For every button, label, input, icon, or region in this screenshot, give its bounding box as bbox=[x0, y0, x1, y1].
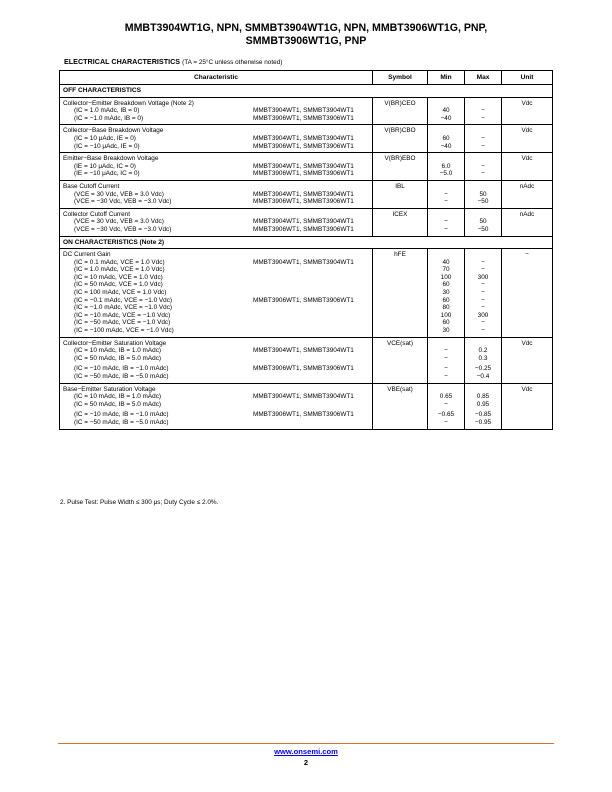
footnote: 2. Pulse Test: Pulse Width ≤ 300 μs; Duty Cycle ≤ 2.0%. bbox=[60, 499, 219, 506]
device-pnp: MMBT3906WT1, SMMBT3906WT1 bbox=[253, 365, 354, 373]
max-value: 300 bbox=[477, 311, 489, 319]
device-npn: MMBT3904WT1, SMMBT3904WT1 bbox=[253, 190, 354, 198]
section-row-on bbox=[60, 236, 553, 249]
min-value: − bbox=[444, 365, 448, 373]
max-value: − bbox=[481, 296, 485, 304]
param-condition: (VCE = 30 Vdc, VEB = 3.0 Vdc) bbox=[74, 190, 164, 198]
device-npn: MMBT3904WT1, SMMBT3904WT1 bbox=[253, 347, 354, 355]
min-value: 6.0 bbox=[441, 162, 451, 170]
param-condition: (IC = 1.0 mAdc, VCE = 1.0 Vdc) bbox=[74, 266, 165, 274]
min-value: −0.65 bbox=[437, 411, 455, 419]
param-condition: (IC = −1.0 mAdc, IB = 0) bbox=[74, 114, 144, 122]
min-value: − bbox=[444, 354, 448, 362]
param-condition: (VCE = −30 Vdc, VEB = −3.0 Vdc) bbox=[74, 198, 172, 206]
min-value: − bbox=[444, 225, 448, 233]
device-pnp: MMBT3906WT1, SMMBT3906WT1 bbox=[253, 142, 354, 150]
col-header-min: Min bbox=[428, 71, 465, 85]
param-condition: (IC = −1.0 mAdc, VCE = −1.0 Vdc) bbox=[74, 304, 173, 312]
table-row bbox=[60, 383, 553, 429]
symbol-cell: hFE bbox=[373, 249, 428, 338]
max-value: − bbox=[481, 142, 485, 150]
symbol-cell: V(BR)EBO bbox=[373, 153, 428, 181]
table-row bbox=[60, 153, 553, 181]
section-heading bbox=[64, 57, 282, 66]
max-value: 0.2 bbox=[478, 347, 488, 355]
min-value: 60 bbox=[442, 319, 450, 327]
unit-cell: Vdc bbox=[502, 97, 553, 125]
table-row bbox=[60, 337, 553, 383]
param-condition: (IC = 50 mAdc, IB = 5.0 mAdc) bbox=[74, 354, 162, 362]
max-value: − bbox=[481, 170, 485, 178]
symbol-cell: V(BR)CEO bbox=[373, 97, 428, 125]
min-value: 80 bbox=[442, 304, 450, 312]
table-row bbox=[60, 180, 553, 208]
footer-rule bbox=[58, 743, 554, 744]
min-value: − bbox=[444, 198, 448, 206]
symbol-cell: IBL bbox=[373, 180, 428, 208]
max-value: − bbox=[481, 258, 485, 266]
param-condition: (IE = −10 μAdc, IC = 0) bbox=[74, 170, 140, 178]
min-value: 70 bbox=[442, 266, 450, 274]
max-value: − bbox=[481, 281, 485, 289]
device-pnp: MMBT3906WT1, SMMBT3906WT1 bbox=[253, 198, 354, 206]
website-link[interactable]: www.onsemi.com bbox=[274, 747, 338, 756]
min-value: 100 bbox=[440, 273, 452, 281]
min-value: −40 bbox=[440, 142, 452, 150]
off-characteristics-heading: OFF CHARACTERISTICS bbox=[60, 85, 553, 98]
device-pnp: MMBT3906WT1, SMMBT3906WT1 bbox=[253, 114, 354, 122]
table-row bbox=[60, 208, 553, 236]
electrical-characteristics-table bbox=[59, 70, 553, 430]
device-npn: MMBT3904WT1, SMMBT3904WT1 bbox=[253, 107, 354, 115]
param-name: Collector Cutoff Current bbox=[63, 210, 131, 218]
max-value: − bbox=[481, 289, 485, 297]
table-row bbox=[60, 249, 553, 338]
max-value: −0.85 bbox=[474, 411, 492, 419]
unit-cell: Vdc bbox=[502, 337, 553, 383]
param-name: Collector−Emitter Saturation Voltage bbox=[63, 339, 167, 347]
min-value: 30 bbox=[442, 289, 450, 297]
min-value: 60 bbox=[442, 134, 450, 142]
min-value: 60 bbox=[442, 296, 450, 304]
param-condition: (IC = 1.0 mAdc, IB = 0) bbox=[74, 107, 140, 115]
min-value: − bbox=[444, 373, 448, 380]
min-value: 40 bbox=[442, 258, 450, 266]
unit-cell: nAdc bbox=[502, 208, 553, 236]
param-condition: (IC = 50 mAdc, IB = 5.0 mAdc) bbox=[74, 400, 162, 408]
min-value: − bbox=[444, 190, 448, 198]
max-value: − bbox=[481, 266, 485, 274]
param-condition: (IC = 100 mAdc, VCE = 1.0 Vdc) bbox=[74, 289, 167, 297]
param-condition: (IC = −0.1 mAdc, VCE = −1.0 Vdc) bbox=[74, 296, 173, 304]
min-value: − bbox=[444, 400, 448, 408]
section-note: (TA = 25°C unless otherwise noted) bbox=[182, 59, 283, 66]
device-pnp: MMBT3906WT1, SMMBT3906WT1 bbox=[253, 296, 354, 304]
section-title-text: ELECTRICAL CHARACTERISTICS bbox=[64, 57, 181, 66]
max-value: −50 bbox=[477, 198, 489, 206]
max-value: − bbox=[481, 114, 485, 122]
param-condition: (IC = −10 mAdc, IB = −1.0 mAdc) bbox=[74, 365, 169, 373]
table-header-row bbox=[60, 71, 553, 85]
col-header-max: Max bbox=[465, 71, 502, 85]
symbol-cell: V(BR)CBO bbox=[373, 125, 428, 153]
page-number: 2 bbox=[303, 758, 309, 767]
col-header-characteristic: Characteristic bbox=[60, 71, 373, 85]
param-name: Emitter−Base Breakdown Voltage bbox=[63, 155, 159, 163]
symbol-cell: ICEX bbox=[373, 208, 428, 236]
device-pnp: MMBT3906WT1, SMMBT3906WT1 bbox=[253, 225, 354, 233]
param-condition: (IC = 10 mAdc, IB = 1.0 mAdc) bbox=[74, 347, 162, 355]
param-condition: (IC = −100 mAdc, VCE = −1.0 Vdc) bbox=[74, 327, 174, 335]
max-value: 0.85 bbox=[476, 393, 490, 401]
param-condition: (IC = 0.1 mAdc, VCE = 1.0 Vdc) bbox=[74, 258, 165, 266]
device-npn: MMBT3904WT1, SMMBT3904WT1 bbox=[253, 162, 354, 170]
max-value: − bbox=[481, 107, 485, 115]
param-condition: (IC = 10 μAdc, IE = 0) bbox=[74, 134, 136, 142]
param-condition: (IC = 10 mAdc, VCE = 1.0 Vdc) bbox=[74, 273, 163, 281]
param-condition: (IC = −50 mAdc, VCE = −1.0 Vdc) bbox=[74, 319, 171, 327]
device-npn: MMBT3904WT1, SMMBT3904WT1 bbox=[253, 258, 354, 266]
unit-cell: Vdc bbox=[502, 383, 553, 429]
min-value: 0.65 bbox=[439, 393, 453, 401]
min-value: 100 bbox=[440, 311, 452, 319]
unit-cell: − bbox=[502, 249, 553, 338]
param-condition: (IC = −50 mAdc, IB = −5.0 mAdc) bbox=[74, 418, 169, 426]
max-value: −50 bbox=[477, 225, 489, 233]
max-value: − bbox=[481, 327, 485, 335]
min-value: − bbox=[444, 418, 448, 426]
param-name: Base−Emitter Saturation Voltage bbox=[63, 385, 156, 393]
min-value: 40 bbox=[442, 107, 450, 115]
unit-cell: Vdc bbox=[502, 153, 553, 181]
col-header-symbol: Symbol bbox=[373, 71, 428, 85]
device-npn: MMBT3904WT1, SMMBT3904WT1 bbox=[253, 218, 354, 226]
col-header-unit: Unit bbox=[502, 71, 553, 85]
param-name: Base Cutoff Current bbox=[63, 182, 120, 190]
title-line-1: MMBT3904WT1G, NPN, SMMBT3904WT1G, NPN, MMBT3906WT1G, PNP, bbox=[124, 22, 488, 34]
param-condition: (VCE = 30 Vdc, VEB = 3.0 Vdc) bbox=[74, 218, 164, 226]
param-condition: (IC = 50 mAdc, VCE = 1.0 Vdc) bbox=[74, 281, 163, 289]
table-row bbox=[60, 97, 553, 125]
max-value: 300 bbox=[477, 273, 489, 281]
min-value: − bbox=[444, 347, 448, 355]
section-row-off bbox=[60, 85, 553, 98]
min-value: −40 bbox=[440, 114, 452, 122]
min-value: 60 bbox=[442, 281, 450, 289]
document-title bbox=[0, 22, 612, 47]
device-pnp: MMBT3906WT1, SMMBT3906WT1 bbox=[253, 411, 354, 419]
max-value: 50 bbox=[479, 218, 487, 226]
max-value: − bbox=[481, 162, 485, 170]
param-condition: (IC = −10 mAdc, IB = −1.0 mAdc) bbox=[74, 411, 169, 419]
param-condition: (VCE = −30 Vdc, VEB = −3.0 Vdc) bbox=[74, 225, 172, 233]
on-characteristics-heading: ON CHARACTERISTICS (Note 2) bbox=[60, 236, 553, 249]
symbol-cell: VCE(sat) bbox=[373, 337, 428, 383]
device-npn: MMBT3904WT1, SMMBT3904WT1 bbox=[253, 134, 354, 142]
param-name: DC Current Gain bbox=[63, 251, 111, 259]
unit-cell: nAdc bbox=[502, 180, 553, 208]
param-condition: (IC = −10 μAdc, IE = 0) bbox=[74, 142, 140, 150]
max-value: −0.95 bbox=[474, 418, 492, 426]
param-name: Collector−Emitter Breakdown Voltage (Note 2) bbox=[63, 99, 194, 107]
min-value: 30 bbox=[442, 327, 450, 335]
param-condition: (IC = −50 mAdc, IB = −5.0 mAdc) bbox=[74, 373, 169, 380]
max-value: −0.4 bbox=[476, 373, 490, 380]
symbol-cell: VBE(sat) bbox=[373, 383, 428, 429]
max-value: 0.95 bbox=[476, 400, 490, 408]
min-value: −5.0 bbox=[439, 170, 453, 178]
title-line-2: SMMBT3906WT1G, PNP bbox=[245, 34, 367, 47]
param-condition: (IC = −10 mAdc, VCE = −1.0 Vdc) bbox=[74, 311, 171, 319]
max-value: − bbox=[481, 304, 485, 312]
device-pnp: MMBT3906WT1, SMMBT3906WT1 bbox=[253, 170, 354, 178]
max-value: 0.3 bbox=[478, 354, 488, 362]
param-condition: (IE = 10 μAdc, IC = 0) bbox=[74, 162, 136, 170]
table-row bbox=[60, 125, 553, 153]
device-npn: MMBT3904WT1, SMMBT3904WT1 bbox=[253, 393, 354, 401]
max-value: 50 bbox=[479, 190, 487, 198]
unit-cell: Vdc bbox=[502, 125, 553, 153]
min-value: − bbox=[444, 218, 448, 226]
param-name: Collector−Base Breakdown Voltage bbox=[63, 127, 164, 135]
param-condition: (IC = 10 mAdc, IB = 1.0 mAdc) bbox=[74, 393, 162, 401]
max-value: − bbox=[481, 134, 485, 142]
max-value: −0.25 bbox=[474, 365, 492, 373]
max-value: − bbox=[481, 319, 485, 327]
